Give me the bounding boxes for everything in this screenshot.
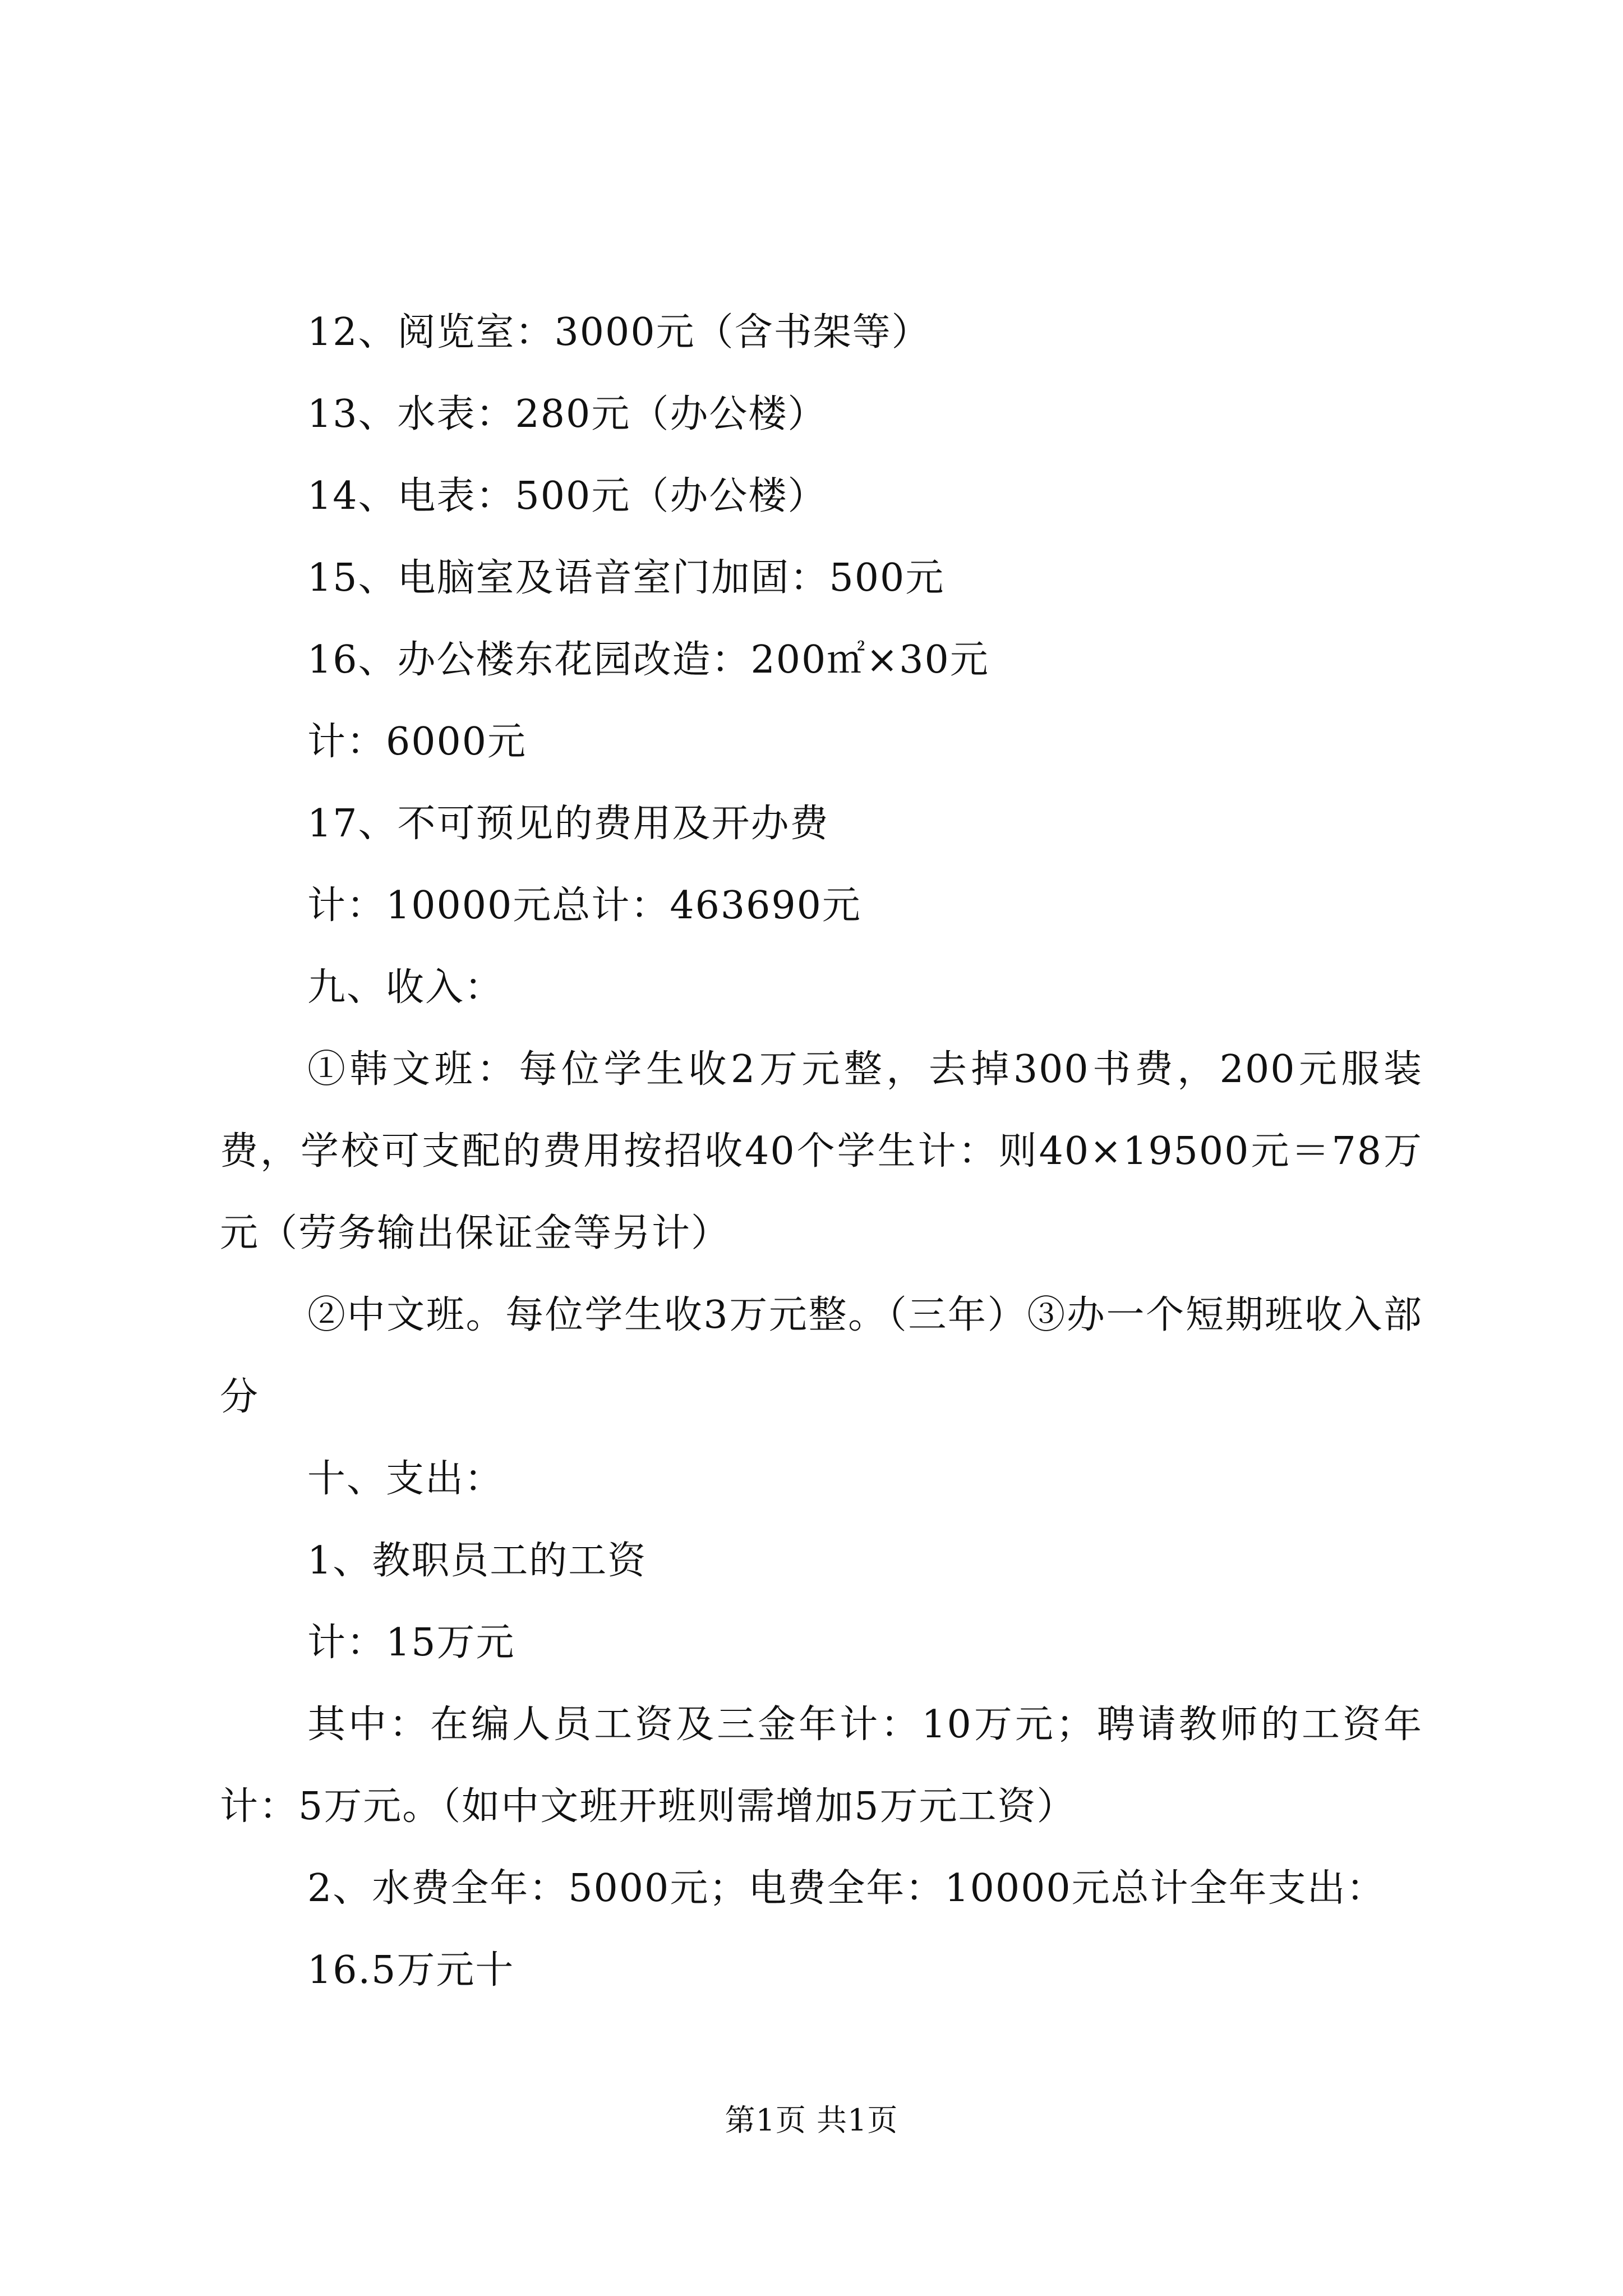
paragraph-door-reinforcement: 15、电脑室及语音室门加固：500元 — [307, 556, 945, 600]
paragraph-korean-class: ①韩文班：每位学生收2万元整，去掉300书费，200元服装费，学校可支配的费用按招收40个学生计：则40×19500元＝78万元（劳务输出保证金等另计） — [220, 1047, 1423, 1255]
paragraph-reading-room: 12、阅览室：3000元（含书架等） — [307, 310, 931, 355]
paragraph-staff-salary: 1、教职员工的工资 — [307, 1539, 647, 1583]
paragraph-salary-total: 计：15万元 — [307, 1621, 515, 1665]
document-body — [220, 292, 1423, 2012]
paragraph-electric-meter: 14、电表：500元（办公楼） — [307, 474, 827, 518]
heading-expenses: 十、支出： — [307, 1457, 504, 1501]
paragraph-unforeseen-costs: 17、不可预见的费用及开办费 — [307, 802, 829, 846]
paragraph-annual-total: 16.5万元十 — [307, 1948, 515, 1993]
paragraph-garden-total: 计：6000元 — [307, 720, 527, 764]
paragraph-chinese-class: ②中文班。每位学生收3万元整。（三年）③办一个短期班收入部分 — [220, 1293, 1423, 1419]
paragraph-utilities: 2、水费全年：5000元；电费全年：10000元总计全年支出： — [307, 1866, 1386, 1911]
heading-income: 九、收入： — [307, 965, 504, 1010]
page-footer: 第1页 共1页 — [725, 2102, 898, 2138]
paragraph-water-meter: 13、水表：280元（办公楼） — [307, 392, 827, 436]
paragraph-salary-breakdown: 其中：在编人员工资及三金年计：10万元；聘请教师的工资年计：5万元。（如中文班开班则需增加5万元工资） — [220, 1703, 1423, 1829]
paragraph-grand-total: 计：10000元总计：463690元 — [307, 884, 861, 928]
paragraph-garden-renovation: 16、办公楼东花园改造：200㎡×30元 — [307, 638, 989, 682]
